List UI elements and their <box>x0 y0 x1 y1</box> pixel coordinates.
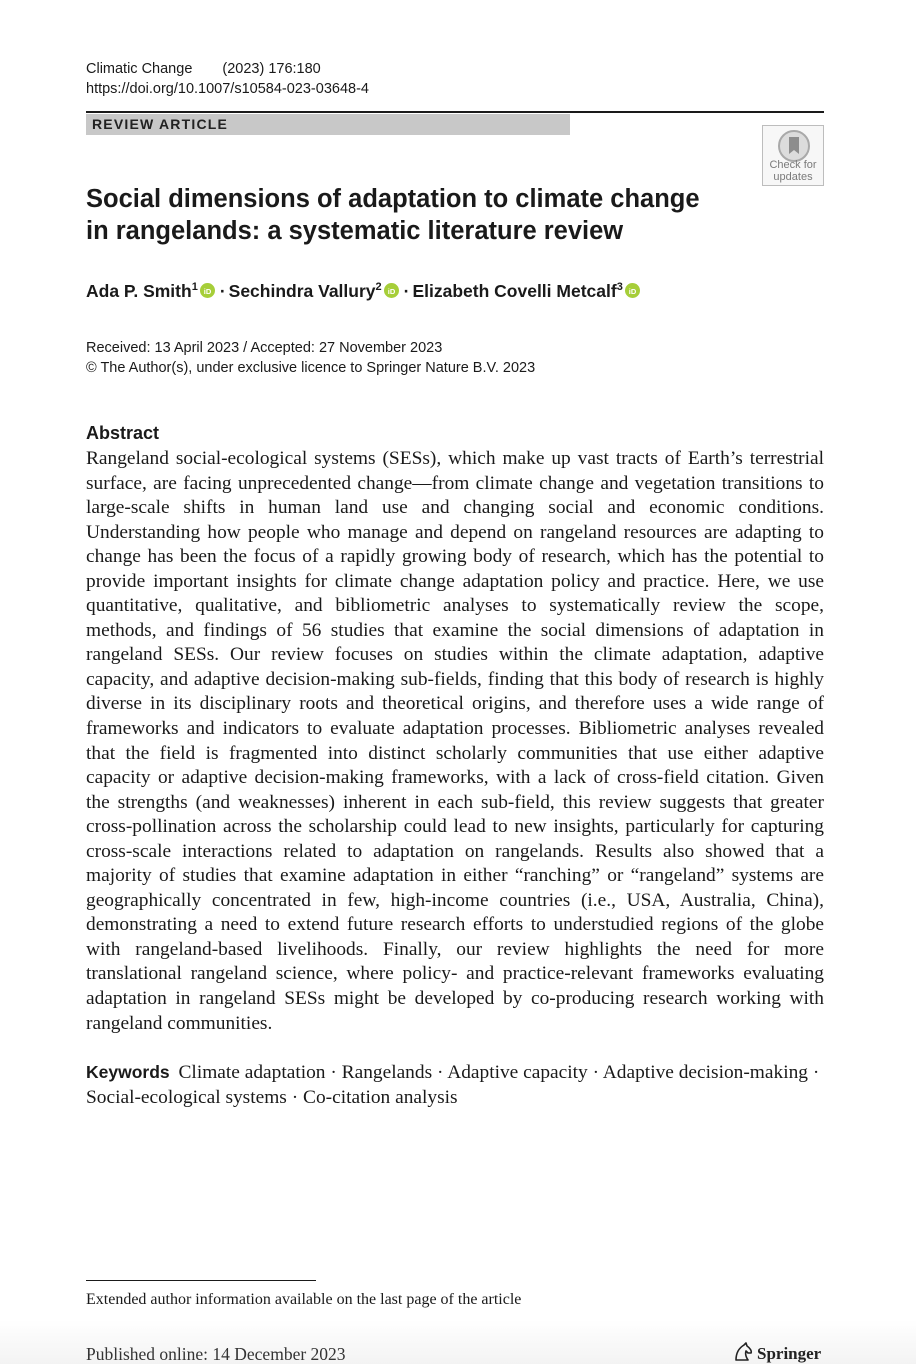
publisher-logo <box>732 1342 821 1364</box>
orcid-icon[interactable] <box>200 283 215 298</box>
author-list: Ada P. Smith$^1$ iD · Sechindra Vallury$^2$ iD · Elizabeth Covelli Metcalf$^3$ iD <box>86 281 640 302</box>
journal-name: Climatic Change <box>86 61 193 77</box>
article-dates <box>86 339 535 378</box>
svg-text:iD: iD <box>628 286 637 296</box>
keywords-text: Climate adaptation · Rangelands · Adaptive capacity · Adaptive decision-making · Social-ecological systems · Co-citation analysis <box>86 1062 820 1108</box>
journal-meta <box>86 59 369 99</box>
abstract-heading: Abstract <box>86 423 160 443</box>
copyright-line: © The Author(s), under exclusive licence to Springer Nature B.V. 2023 <box>86 359 536 376</box>
svg-text:iD: iD <box>203 286 212 296</box>
journal-volume: (2023) 176:180 <box>222 61 321 77</box>
footnote-rule <box>86 1280 316 1281</box>
doi-link[interactable]: https://doi.org/10.1007/s10584-023-03648-4 <box>86 81 369 97</box>
article-type-banner: REVIEW ARTICLE <box>86 114 570 135</box>
orcid-icon[interactable] <box>625 283 640 298</box>
received-accepted: Received: 13 April 2023 / Accepted: 27 November 2023 <box>86 340 443 356</box>
published-date: Published online: 14 December 2023 <box>86 1344 346 1364</box>
header-rule <box>86 111 824 113</box>
keywords <box>86 1060 824 1110</box>
author[interactable]: Sechindra Vallury$^2$ iD <box>229 281 399 302</box>
orcid-icon[interactable] <box>384 283 399 298</box>
springer-horse-icon <box>732 1342 754 1362</box>
article-title: Social dimensions of adaptation to climate change in rangelands: a systematic literature review <box>86 185 700 245</box>
journal-line <box>86 59 369 79</box>
author[interactable]: Ada P. Smith$^1$ iD <box>86 281 215 302</box>
check-updates-label: Check for updates <box>769 159 817 183</box>
abstract-body: Rangeland social-ecological systems (SESs), which make up vast tracts of Earth’s terrestrial surface, are facing unprecedented change—from climate change and vegetation transitions to large-scale shifts in human land use and changing social and economic conditions. Understanding how people who manage and depend on rangeland resources are adapting to change has been the focus of a rapidly growing body of research, which has the potential to provide important insights for climate change adaptation policy and practice. Here, we use quantitative, qualitative, and bibliometric analyses to systematically review the scope, methods, and findings of 56 studies that examine the social dimensions of adaptation in rangeland SESs. Our review focuses on studies within the climate adaptation, adaptive capacity, and adaptive decision-making sub-fields, finding that this body of research is highly diverse in its disciplinary roots and theoretical origins, and therefore uses a wide range of frameworks and indicators to evaluate adaptation processes. Bibliometric analyses revealed that the field is fragmented into distinct scholarly communities that use either adaptive capacity or adaptive decision-making frameworks, with a lack of cross-field citation. Given the strengths (and weaknesses) inherent in each sub-field, this review suggests that greater cross-pollination across the scholarship could lead to new insights, particularly for capturing cross-scale interactions related to adaptation on rangelands. Results also showed that a majority of studies that examine adaptation in either “ranching” or “rangeland” systems are geographically concentrated in few, high-income countries (i.e., USA, Australia, China), demonstrating a need to extend future research efforts to understudied regions of the globe with rangeland-based livelihoods. Finally, our review highlights the need for more translational rangeland science, where policy- and practice-relevant frameworks evaluating adaptation in rangeland SESs might be developed by co-producing research working with rangeland communities. <box>86 448 824 1034</box>
publisher-name: Springer <box>757 1344 822 1363</box>
svg-text:iD: iD <box>387 286 395 296</box>
check-for-updates-badge[interactable] <box>762 125 824 186</box>
author[interactable]: Elizabeth Covelli Metcalf$^3$ iD <box>412 281 639 302</box>
footnote: Extended author information available on the last page of the article <box>86 1291 522 1308</box>
keywords-label: Keywords <box>86 1062 170 1082</box>
